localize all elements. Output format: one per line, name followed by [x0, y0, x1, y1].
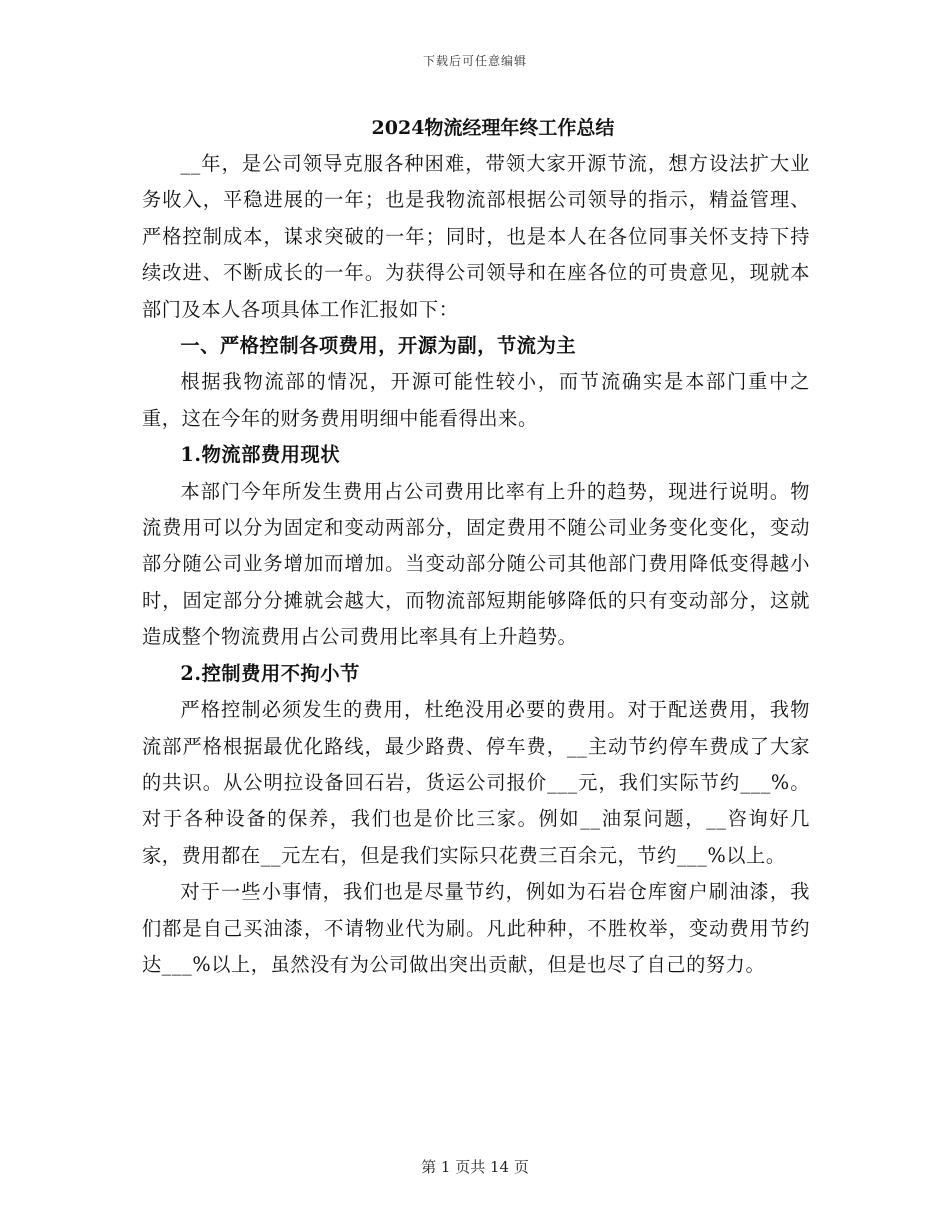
section-heading-1: 一、严格控制各项费用，开源为副，节流为主 [180, 334, 577, 358]
page-number-footer: 第 1 页共 14 页 [421, 1158, 529, 1176]
subsection-1-1-paragraph: 本部门今年所发生费用占公司费用比率有上升的趋势，现进行说明。物流费用可以分为固定和变动两部分，固定费用不随公司业务变化变化，变动部分随公司业务增加而增加。当变动部分随公司其他部门费用降低变得越小时，固定部分分摊就会越大，而物流部短期能够降低的只有变动部分，这就造成整个物流费用占公司费用比率具有上升趋势。 [142, 479, 810, 649]
section-1-paragraph: 根据我物流部的情况，开源可能性较小，而节流确实是本部门重中之重，这在今年的财务费用明细中能看得出来。 [142, 370, 810, 430]
subsection-heading-1-2: 2.控制费用不拘小节 [180, 661, 360, 685]
subsection-1-2-paragraph-1: 严格控制必须发生的费用，杜绝没用必要的费用。对于配送费用，我物流部严格根据最优化路线，最少路费、停车费，__主动节约停车费成了大家的共识。从公明拉设备回石岩，货运公司报价___元，我们实际节约___%。对于各种设备的保养，我们也是价比三家。例如__油泵问题，__咨询好几家，费用都在__元左右，但是我们实际只花费三百余元，节约___%以上。 [142, 698, 810, 867]
subsection-heading-1-1: 1.物流部费用现状 [180, 443, 341, 467]
header-note: 下载后可任意编辑 [422, 54, 527, 68]
intro-paragraph: __年，是公司领导克服各种困难，带领大家开源节流，想方设法扩大业务收入，平稳进展的一年；也是我物流部根据公司领导的指示，精益管理、严格控制成本，谋求突破的一年；同时，也是本人在各位同事关怀支持下持续改进、不断成长的一年。为获得公司领导和在座各位的可贵意见，现就本部门及本人各项具体工作汇报如下： [142, 152, 810, 321]
subsection-1-2-paragraph-2: 对于一些小事情，我们也是尽量节约，例如为石岩仓库窗户刷油漆，我们都是自己买油漆，不请物业代为刷。凡此种种，不胜枚举，变动费用节约达___%以上，虽然没有为公司做出突出贡献，但是也尽了自己的努力。 [142, 880, 810, 976]
document-title: 2024物流经理年终工作总结 [371, 117, 615, 139]
document-body [142, 110, 810, 983]
